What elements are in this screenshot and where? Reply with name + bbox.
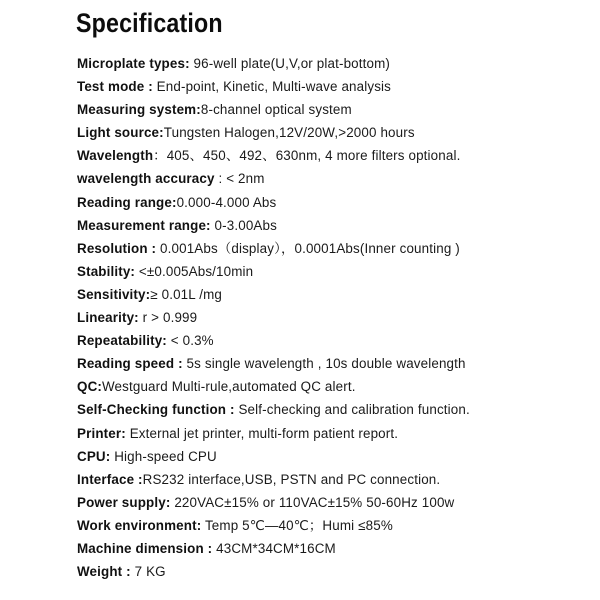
- spec-row: [77, 191, 587, 214]
- spec-value: End-point, Kinetic, Multi-wave analysis: [152, 79, 392, 95]
- spec-label: CPU:: [77, 448, 111, 464]
- spec-label: Measuring system:: [77, 102, 201, 118]
- page-title: Specification: [76, 8, 223, 38]
- spec-row: [77, 98, 587, 121]
- spec-row: [77, 283, 587, 306]
- spec-label: Power supply:: [77, 494, 171, 510]
- spec-value: 0.001Abs（display），0.0001Abs(Inner counting ): [156, 240, 460, 256]
- spec-value: 7 KG: [130, 564, 166, 580]
- spec-value: External jet printer, multi-form patient report.: [125, 425, 399, 441]
- spec-value: Self-checking and calibration function.: [234, 402, 470, 418]
- spec-row: [77, 422, 587, 445]
- spec-label: Test mode :: [77, 79, 153, 95]
- spec-value: : < 2nm: [214, 171, 265, 187]
- spec-label: Light source:: [77, 125, 164, 141]
- spec-label: Repeatability:: [77, 333, 167, 349]
- spec-label: Wavelength: [77, 148, 154, 164]
- spec-row: [77, 121, 587, 144]
- spec-value: 220VAC±15% or 110VAC±15% 50-60Hz 100w: [170, 494, 455, 510]
- spec-row: [77, 260, 587, 283]
- spec-label: Machine dimension :: [77, 540, 213, 556]
- spec-label: Self-Checking function :: [77, 402, 235, 418]
- spec-label: Interface :: [77, 471, 143, 487]
- spec-label: Sensitivity:: [77, 286, 151, 302]
- spec-label: Work environment:: [77, 517, 202, 533]
- spec-label: QC:: [77, 379, 102, 395]
- spec-value: < 0.3%: [166, 333, 214, 349]
- spec-label: Measurement range:: [77, 217, 211, 233]
- spec-label: wavelength accuracy: [77, 171, 215, 187]
- spec-value: 0.000-4.000 Abs: [176, 194, 277, 210]
- spec-row: [77, 52, 587, 75]
- spec-row: [77, 560, 587, 583]
- spec-row: [77, 514, 587, 537]
- spec-value: RS232 interface,USB, PSTN and PC connection.: [142, 471, 441, 487]
- spec-row: [77, 491, 587, 514]
- spec-row: [77, 144, 587, 167]
- spec-label: Resolution :: [77, 240, 157, 256]
- spec-row: [77, 167, 587, 190]
- spec-label: Printer:: [77, 425, 126, 441]
- spec-label: Reading speed :: [77, 356, 183, 372]
- spec-value: 96-well plate(U,V,or plat-bottom): [189, 56, 391, 71]
- spec-row: [77, 537, 587, 560]
- spec-row: [77, 329, 587, 352]
- spec-row: [77, 375, 587, 398]
- spec-label: Linearity:: [77, 310, 139, 326]
- spec-list: [77, 52, 587, 583]
- spec-value: 8-channel optical system: [200, 102, 352, 118]
- spec-label: Microplate types:: [77, 56, 190, 71]
- spec-row: [77, 75, 587, 98]
- spec-value: <±0.005Abs/10min: [135, 263, 254, 279]
- spec-value: Tungsten Halogen,12V/20W,>2000 hours: [163, 125, 415, 141]
- spec-value: r > 0.999: [138, 310, 198, 326]
- spec-label: Stability:: [77, 263, 136, 279]
- spec-value: High-speed CPU: [110, 448, 217, 464]
- spec-row: [77, 237, 587, 260]
- spec-value: Westguard Multi-rule,automated QC alert.: [102, 379, 356, 395]
- spec-value: 0-3.00Abs: [210, 217, 277, 233]
- spec-row: [77, 214, 587, 237]
- spec-row: [77, 468, 587, 491]
- spec-row: [77, 352, 587, 375]
- spec-row: [77, 306, 587, 329]
- spec-value: Temp 5℃—40℃；Humi ≤85%: [201, 517, 393, 533]
- spec-value: ≥ 0.01L /mg: [150, 286, 223, 302]
- spec-row: [77, 445, 587, 468]
- spec-label: Reading range:: [77, 194, 177, 210]
- spec-value: 43CM*34CM*16CM: [212, 540, 336, 556]
- spec-label: Weight :: [77, 564, 131, 580]
- spec-row: [77, 398, 587, 421]
- spec-value: ：405、450、492、630nm, 4 more filters optional.: [153, 148, 461, 164]
- spec-value: 5s single wavelength , 10s double wavelength: [182, 356, 466, 372]
